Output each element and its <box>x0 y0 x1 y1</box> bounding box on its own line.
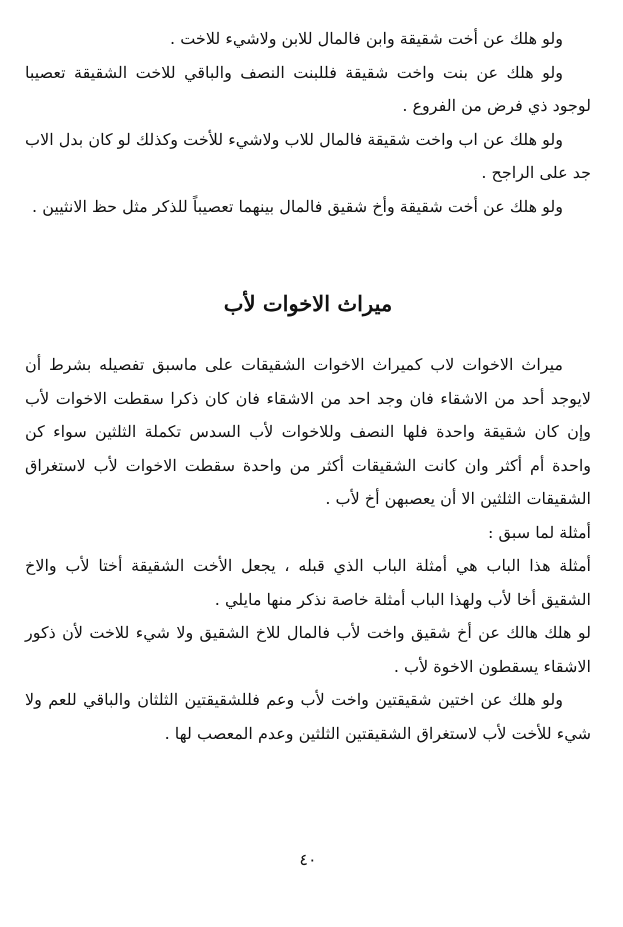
paragraph-two-sisters-paternal-sister-uncle: ولو هلك عن اختين شقيقتين واخت لأب وعم فللشقيقتين الثلثان والباقي للعم ولا شيء للأخت لأب لاستغراق الشقيقتين الثلثين وعدم المعصب لها . <box>25 690 591 743</box>
paragraph-sister-and-son: ولو هلك عن أخت شقيقة وابن فالمال للابن ولاشيء للاخت . <box>170 29 563 48</box>
paragraph-examples-title: أمثلة لما سبق : <box>488 522 591 542</box>
paragraph-sister-and-brother: ولو هلك عن أخت شقيقة وأخ شقيق فالمال بينهما تعصيباً للذكر مثل حظ الانثيين . <box>32 196 563 216</box>
paragraph-father-and-sister: ولو هلك عن اب واخت شقيقة فالمال للاب ولاشيء للأخت وكذلك لو كان بدل الاب جد على الراجح . <box>25 129 591 182</box>
book-page <box>25 22 591 922</box>
paragraph-daughter-and-sister: ولو هلك عن بنت واخت شقيقة فللبنت النصف والباقي للاخت الشقيقة تعصيبا لوجود ذي فرض من الفروع . <box>25 62 591 115</box>
inheritance-examples-section <box>25 22 591 223</box>
paragraph-examples-intro: أمثلة هذا الباب هي أمثلة الباب الذي قبله ، يجعل الأخت الشقيقة أختا لأب والاخ الشقيق أخا لأب ولهذا الباب أمثلة خاصة نذكر منها مايلي . <box>25 556 591 609</box>
page-number: ٤٠ <box>299 850 317 869</box>
paternal-sisters-section <box>25 348 591 750</box>
paragraph-brother-and-paternal-sister: لو هلك هالك عن أخ شقيق واخت لأب فالمال للاخ الشقيق ولا شيء للاخت لأن ذكور الاشقاء يسقطون الاخوة لأب . <box>25 623 591 676</box>
section-heading: ميراث الاخوات لأب <box>223 291 393 316</box>
paragraph-paternal-sisters-rule: ميراث الاخوات لاب كميراث الاخوات الشقيقات على ماسبق تفصيله بشرط أن لايوجد أحد من الاشقاء فان وجد احد من الاشقاء فان كان ذكرا سقطت الاخوات لأب وإن كان شقيقة واحدة فلها النصف وللاخوات لأب السدس تكملة الثلثين سواء كن واحدة أم أكثر وان كانت الشقيقات أكثر من واحدة سقطت الاخوات لأب لاستغراق الشقيقات الثلثين الا أن يعصبهن أخ لأب . <box>25 355 591 508</box>
